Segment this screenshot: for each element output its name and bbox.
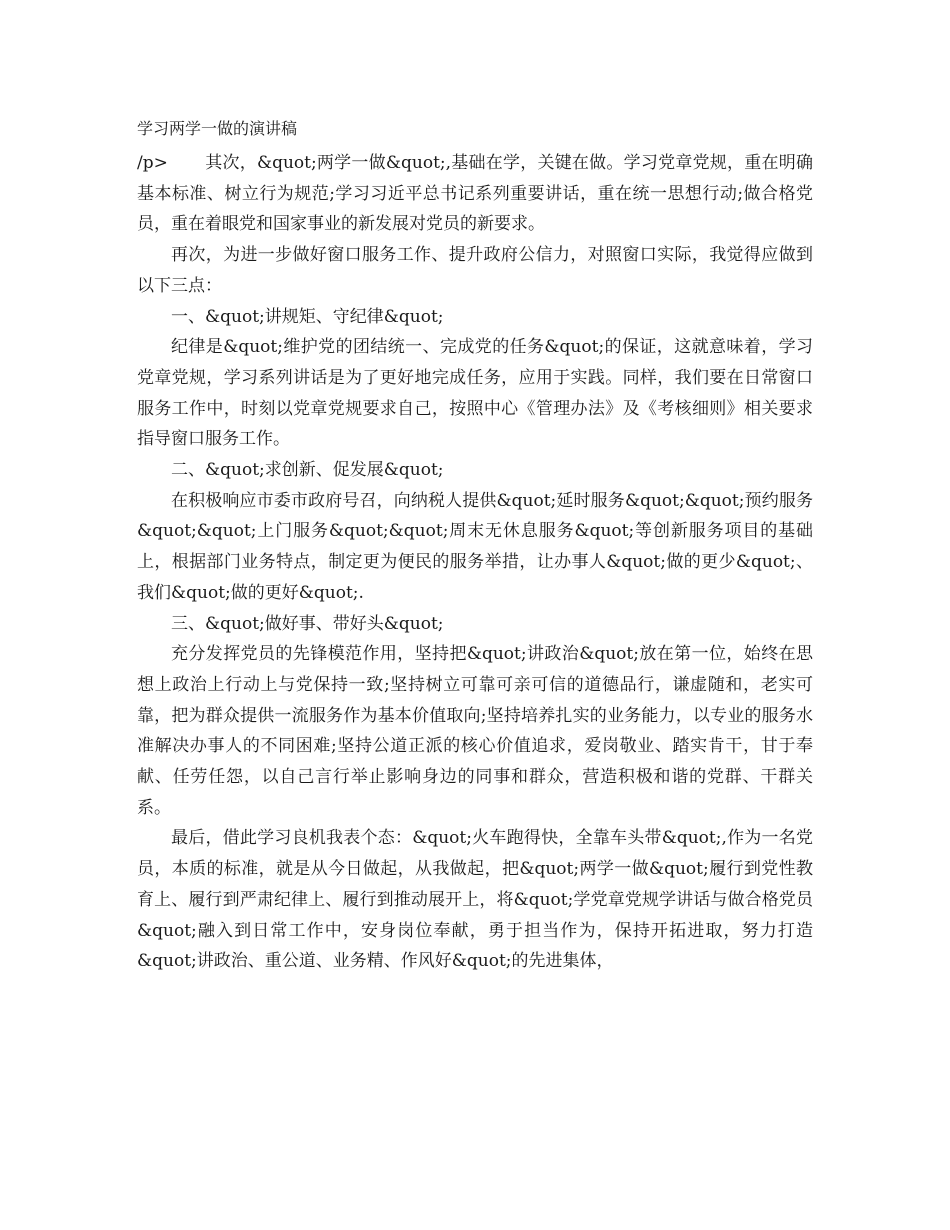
paragraph-point-three: 充分发挥党员的先锋模范作用，坚持把&quot;讲政治&quot;放在第一位，始终在思想上政治上行动上与党保持一致;坚持树立可靠可亲可信的道德品行，谦虚随和，老实可靠，把为群众提供一流服务作为基本价值取向;坚持培养扎实的业务能力，以专业的服务水准解决办事人的不同困难;坚持公道正派的核心价值追求，爱岗敬业、踏实肯干，甘于奉献、任劳任怨，以自己言行举止影响身边的同事和群众，营造积极和谐的党群、干群关系。 xyxy=(137,644,813,818)
paragraph-secondly xyxy=(137,148,813,240)
heading-point-two: 二、&quot;求创新、促发展&quot; xyxy=(171,460,444,481)
paragraph-point-one: 纪律是&quot;维护党的团结统一、完成党的任务&quot;的保证，这就意味着，学习党章党规，学习系列讲话是为了更好地完成任务，应用于实践。同样，我们要在日常窗口服务工作中，时刻以党章党规要求自己，按照中心《管理办法》及《考核细则》相关要求指导窗口服务工作。 xyxy=(137,337,813,450)
heading-point-one: 一、&quot;讲规矩、守纪律&quot; xyxy=(171,306,444,327)
document-body xyxy=(137,118,813,977)
paragraph-thirdly: 再次，为进一步做好窗口服务工作、提升政府公信力，对照窗口实际，我觉得应做到以下三点： xyxy=(137,245,813,296)
stray-tag-text: /p> xyxy=(137,153,168,173)
paragraph-text: 其次，&quot;两学一做&quot;,基础在学，关键在做。学习党章党规，重在明确基本标准、树立行为规范;学习习近平总书记系列重要讲话，重在统一思想行动;做合格党员，重在着眼党和国家事业的新发展对党员的新要求。 xyxy=(137,153,813,235)
paragraph-point-two: 在积极响应市委市政府号召，向纳税人提供&quot;延时服务&quot;&quot;预约服务&quot;&quot;上门服务&quot;&quot;周末无休息服务&quot;等创新服务项目的基础上，根据部门业务特点，制定更为便民的服务举措，让办事人&quot;做的更少&quot;、我们&quot;做的更好&quot;. xyxy=(137,490,813,603)
paragraph-finally: 最后，借此学习良机我表个态：&quot;火车跑得快，全靠车头带&quot;,作为一名党员，本质的标准，就是从今日做起，从我做起，把&quot;两学一做&quot;履行到党性教育上、履行到严肃纪律上、履行到推动展开上，将&quot;学党章党规学讲话与做合格党员&quot;融入到日常工作中，安身岗位奉献，勇于担当作为，保持开拓进取，努力打造&quot;讲政治、重公道、业务精、作风好&quot;的先进集体， xyxy=(137,828,813,972)
heading-point-three: 三、&quot;做好事、带好头&quot; xyxy=(171,613,444,634)
document-title: 学习两学一做的演讲稿 xyxy=(137,119,298,138)
